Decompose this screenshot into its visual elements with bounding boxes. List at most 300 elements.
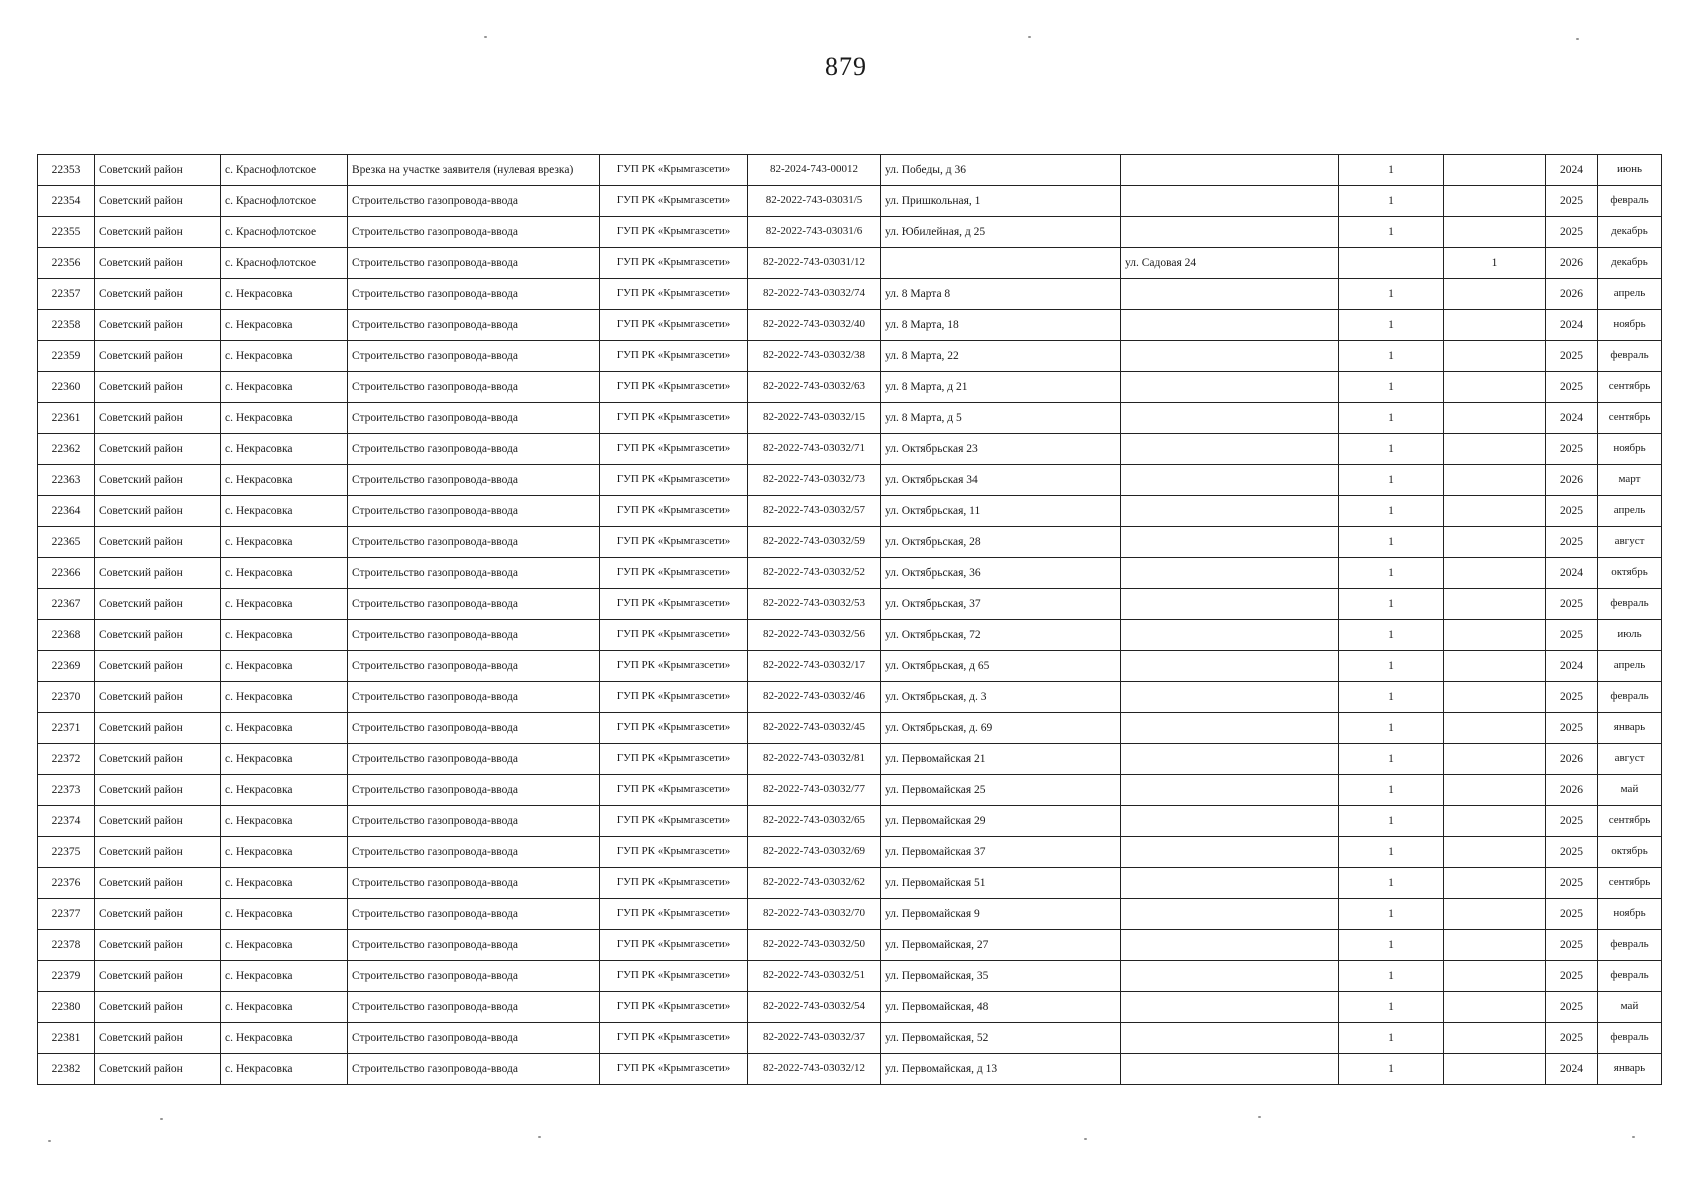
address-alt-cell <box>1121 1054 1339 1085</box>
month-cell: январь <box>1598 1054 1662 1085</box>
organization-cell: ГУП РК «Крымгазсети» <box>600 279 748 310</box>
application-code-cell: 82-2022-743-03032/17 <box>748 651 881 682</box>
row-number-cell: 22364 <box>38 496 95 527</box>
address-alt-cell <box>1121 961 1339 992</box>
year-cell: 2025 <box>1546 961 1598 992</box>
organization-cell: ГУП РК «Крымгазсети» <box>600 682 748 713</box>
address-cell: ул. Первомайская, 48 <box>881 992 1121 1023</box>
count-alt-cell <box>1444 837 1546 868</box>
month-cell: апрель <box>1598 651 1662 682</box>
organization-cell: ГУП РК «Крымгазсети» <box>600 589 748 620</box>
table-row <box>38 465 1662 496</box>
organization-cell: ГУП РК «Крымгазсети» <box>600 1023 748 1054</box>
month-cell: март <box>1598 465 1662 496</box>
month-cell: май <box>1598 992 1662 1023</box>
count-cell: 1 <box>1339 558 1444 589</box>
settlement-cell: с. Некрасовка <box>221 496 348 527</box>
application-code-cell: 82-2022-743-03032/12 <box>748 1054 881 1085</box>
table-row <box>38 713 1662 744</box>
year-cell: 2025 <box>1546 434 1598 465</box>
address-alt-cell <box>1121 496 1339 527</box>
organization-cell: ГУП РК «Крымгазсети» <box>600 620 748 651</box>
month-cell: февраль <box>1598 589 1662 620</box>
settlement-cell: с. Некрасовка <box>221 558 348 589</box>
address-alt-cell <box>1121 341 1339 372</box>
year-cell: 2024 <box>1546 558 1598 589</box>
organization-cell: ГУП РК «Крымгазсети» <box>600 403 748 434</box>
district-cell: Советский район <box>95 651 221 682</box>
count-alt-cell <box>1444 775 1546 806</box>
count-cell: 1 <box>1339 496 1444 527</box>
work-type-cell: Строительство газопровода-ввода <box>348 341 600 372</box>
settlement-cell: с. Краснофлотское <box>221 186 348 217</box>
application-code-cell: 82-2022-743-03032/73 <box>748 465 881 496</box>
settlement-cell: с. Некрасовка <box>221 868 348 899</box>
address-alt-cell <box>1121 589 1339 620</box>
settlement-cell: с. Некрасовка <box>221 527 348 558</box>
address-cell: ул. 8 Марта, д 21 <box>881 372 1121 403</box>
row-number-cell: 22358 <box>38 310 95 341</box>
count-cell: 1 <box>1339 806 1444 837</box>
row-number-cell: 22375 <box>38 837 95 868</box>
count-alt-cell <box>1444 868 1546 899</box>
scan-speck <box>484 36 487 38</box>
count-cell: 1 <box>1339 775 1444 806</box>
table-row <box>38 496 1662 527</box>
row-number-cell: 22354 <box>38 186 95 217</box>
count-cell: 1 <box>1339 527 1444 558</box>
application-code-cell: 82-2022-743-03032/65 <box>748 806 881 837</box>
year-cell: 2024 <box>1546 155 1598 186</box>
work-type-cell: Строительство газопровода-ввода <box>348 992 600 1023</box>
count-cell: 1 <box>1339 899 1444 930</box>
count-cell: 1 <box>1339 1023 1444 1054</box>
year-cell: 2026 <box>1546 775 1598 806</box>
count-cell: 1 <box>1339 155 1444 186</box>
address-alt-cell <box>1121 1023 1339 1054</box>
scan-speck <box>1576 38 1579 40</box>
address-cell: ул. Октябрьская, д 65 <box>881 651 1121 682</box>
district-cell: Советский район <box>95 310 221 341</box>
year-cell: 2024 <box>1546 403 1598 434</box>
year-cell: 2025 <box>1546 899 1598 930</box>
organization-cell: ГУП РК «Крымгазсети» <box>600 868 748 899</box>
count-cell: 1 <box>1339 310 1444 341</box>
settlement-cell: с. Некрасовка <box>221 1023 348 1054</box>
month-cell: сентябрь <box>1598 868 1662 899</box>
row-number-cell: 22376 <box>38 868 95 899</box>
work-type-cell: Строительство газопровода-ввода <box>348 713 600 744</box>
organization-cell: ГУП РК «Крымгазсети» <box>600 496 748 527</box>
district-cell: Советский район <box>95 217 221 248</box>
row-number-cell: 22382 <box>38 1054 95 1085</box>
organization-cell: ГУП РК «Крымгазсети» <box>600 651 748 682</box>
month-cell: август <box>1598 527 1662 558</box>
settlement-cell: с. Некрасовка <box>221 992 348 1023</box>
organization-cell: ГУП РК «Крымгазсети» <box>600 341 748 372</box>
settlement-cell: с. Краснофлотское <box>221 155 348 186</box>
table-row <box>38 651 1662 682</box>
count-alt-cell <box>1444 930 1546 961</box>
table-row <box>38 589 1662 620</box>
month-cell: февраль <box>1598 341 1662 372</box>
table-row <box>38 1054 1662 1085</box>
row-number-cell: 22380 <box>38 992 95 1023</box>
address-cell: ул. 8 Марта, 18 <box>881 310 1121 341</box>
address-alt-cell <box>1121 713 1339 744</box>
work-type-cell: Строительство газопровода-ввода <box>348 930 600 961</box>
year-cell: 2025 <box>1546 1023 1598 1054</box>
address-alt-cell <box>1121 155 1339 186</box>
gas-connection-registry-table <box>37 154 1662 1085</box>
scan-speck <box>1084 1138 1087 1140</box>
address-cell: ул. Первомайская, д 13 <box>881 1054 1121 1085</box>
address-cell: ул. Октябрьская, 28 <box>881 527 1121 558</box>
district-cell: Советский район <box>95 837 221 868</box>
application-code-cell: 82-2022-743-03032/70 <box>748 899 881 930</box>
district-cell: Советский район <box>95 1023 221 1054</box>
count-cell: 1 <box>1339 744 1444 775</box>
district-cell: Советский район <box>95 558 221 589</box>
application-code-cell: 82-2022-743-03032/46 <box>748 682 881 713</box>
address-alt-cell <box>1121 186 1339 217</box>
address-cell: ул. Юбилейная, д 25 <box>881 217 1121 248</box>
application-code-cell: 82-2022-743-03032/51 <box>748 961 881 992</box>
table-row <box>38 279 1662 310</box>
year-cell: 2025 <box>1546 868 1598 899</box>
district-cell: Советский район <box>95 341 221 372</box>
address-cell: ул. Октябрьская, 11 <box>881 496 1121 527</box>
application-code-cell: 82-2022-743-03032/50 <box>748 930 881 961</box>
count-alt-cell <box>1444 589 1546 620</box>
count-alt-cell <box>1444 465 1546 496</box>
organization-cell: ГУП РК «Крымгазсети» <box>600 744 748 775</box>
year-cell: 2024 <box>1546 310 1598 341</box>
scan-speck <box>160 1118 163 1120</box>
count-cell <box>1339 248 1444 279</box>
page-number: 879 <box>825 52 867 81</box>
count-alt-cell <box>1444 279 1546 310</box>
district-cell: Советский район <box>95 775 221 806</box>
table-row <box>38 961 1662 992</box>
row-number-cell: 22368 <box>38 620 95 651</box>
count-alt-cell <box>1444 899 1546 930</box>
month-cell: октябрь <box>1598 558 1662 589</box>
scan-speck <box>1028 36 1031 38</box>
address-cell: ул. Октябрьская 23 <box>881 434 1121 465</box>
count-cell: 1 <box>1339 620 1444 651</box>
count-cell: 1 <box>1339 589 1444 620</box>
address-alt-cell <box>1121 372 1339 403</box>
address-alt-cell <box>1121 651 1339 682</box>
address-cell: ул. Первомайская 21 <box>881 744 1121 775</box>
month-cell: август <box>1598 744 1662 775</box>
table-row <box>38 930 1662 961</box>
organization-cell: ГУП РК «Крымгазсети» <box>600 465 748 496</box>
table-row <box>38 403 1662 434</box>
address-cell: ул. Первомайская 37 <box>881 837 1121 868</box>
settlement-cell: с. Некрасовка <box>221 372 348 403</box>
settlement-cell: с. Некрасовка <box>221 682 348 713</box>
settlement-cell: с. Некрасовка <box>221 465 348 496</box>
work-type-cell: Строительство газопровода-ввода <box>348 558 600 589</box>
month-cell: октябрь <box>1598 837 1662 868</box>
work-type-cell: Строительство газопровода-ввода <box>348 744 600 775</box>
month-cell: сентябрь <box>1598 806 1662 837</box>
settlement-cell: с. Некрасовка <box>221 341 348 372</box>
settlement-cell: с. Некрасовка <box>221 403 348 434</box>
address-alt-cell <box>1121 744 1339 775</box>
table-row <box>38 341 1662 372</box>
address-cell: ул. Октябрьская, 36 <box>881 558 1121 589</box>
count-alt-cell <box>1444 310 1546 341</box>
year-cell: 2025 <box>1546 372 1598 403</box>
row-number-cell: 22377 <box>38 899 95 930</box>
month-cell: май <box>1598 775 1662 806</box>
application-code-cell: 82-2022-743-03032/71 <box>748 434 881 465</box>
table-row <box>38 682 1662 713</box>
month-cell: сентябрь <box>1598 372 1662 403</box>
row-number-cell: 22357 <box>38 279 95 310</box>
district-cell: Советский район <box>95 372 221 403</box>
row-number-cell: 22363 <box>38 465 95 496</box>
table-row <box>38 899 1662 930</box>
month-cell: февраль <box>1598 961 1662 992</box>
address-alt-cell: ул. Садовая 24 <box>1121 248 1339 279</box>
count-cell: 1 <box>1339 372 1444 403</box>
address-alt-cell <box>1121 930 1339 961</box>
count-cell: 1 <box>1339 186 1444 217</box>
organization-cell: ГУП РК «Крымгазсети» <box>600 992 748 1023</box>
organization-cell: ГУП РК «Крымгазсети» <box>600 837 748 868</box>
year-cell: 2025 <box>1546 837 1598 868</box>
district-cell: Советский район <box>95 930 221 961</box>
address-cell: ул. Октябрьская, 72 <box>881 620 1121 651</box>
address-cell: ул. Пришкольная, 1 <box>881 186 1121 217</box>
application-code-cell: 82-2022-743-03032/74 <box>748 279 881 310</box>
work-type-cell: Строительство газопровода-ввода <box>348 217 600 248</box>
count-alt-cell <box>1444 496 1546 527</box>
organization-cell: ГУП РК «Крымгазсети» <box>600 186 748 217</box>
month-cell: сентябрь <box>1598 403 1662 434</box>
settlement-cell: с. Некрасовка <box>221 620 348 651</box>
organization-cell: ГУП РК «Крымгазсети» <box>600 372 748 403</box>
scan-speck <box>538 1136 541 1138</box>
work-type-cell: Строительство газопровода-ввода <box>348 651 600 682</box>
application-code-cell: 82-2022-743-03032/52 <box>748 558 881 589</box>
count-cell: 1 <box>1339 713 1444 744</box>
district-cell: Советский район <box>95 279 221 310</box>
row-number-cell: 22366 <box>38 558 95 589</box>
organization-cell: ГУП РК «Крымгазсети» <box>600 217 748 248</box>
address-cell: ул. Победы, д 36 <box>881 155 1121 186</box>
row-number-cell: 22379 <box>38 961 95 992</box>
application-code-cell: 82-2022-743-03032/77 <box>748 775 881 806</box>
month-cell: февраль <box>1598 930 1662 961</box>
count-alt-cell <box>1444 217 1546 248</box>
district-cell: Советский район <box>95 1054 221 1085</box>
count-cell: 1 <box>1339 1054 1444 1085</box>
scan-speck <box>48 1140 51 1142</box>
application-code-cell: 82-2022-743-03032/37 <box>748 1023 881 1054</box>
application-code-cell: 82-2022-743-03032/59 <box>748 527 881 558</box>
organization-cell: ГУП РК «Крымгазсети» <box>600 775 748 806</box>
count-cell: 1 <box>1339 682 1444 713</box>
work-type-cell: Строительство газопровода-ввода <box>348 1023 600 1054</box>
count-alt-cell <box>1444 744 1546 775</box>
work-type-cell: Строительство газопровода-ввода <box>348 775 600 806</box>
row-number-cell: 22372 <box>38 744 95 775</box>
month-cell: декабрь <box>1598 248 1662 279</box>
organization-cell: ГУП РК «Крымгазсети» <box>600 434 748 465</box>
table-row <box>38 775 1662 806</box>
count-alt-cell <box>1444 651 1546 682</box>
work-type-cell: Строительство газопровода-ввода <box>348 899 600 930</box>
work-type-cell: Строительство газопровода-ввода <box>348 372 600 403</box>
organization-cell: ГУП РК «Крымгазсети» <box>600 961 748 992</box>
work-type-cell: Строительство газопровода-ввода <box>348 620 600 651</box>
application-code-cell: 82-2022-743-03032/57 <box>748 496 881 527</box>
year-cell: 2025 <box>1546 496 1598 527</box>
year-cell: 2025 <box>1546 217 1598 248</box>
year-cell: 2025 <box>1546 589 1598 620</box>
address-cell: ул. 8 Марта, д 5 <box>881 403 1121 434</box>
count-cell: 1 <box>1339 992 1444 1023</box>
table-row <box>38 155 1662 186</box>
address-cell: ул. Первомайская 9 <box>881 899 1121 930</box>
work-type-cell: Строительство газопровода-ввода <box>348 682 600 713</box>
count-cell: 1 <box>1339 341 1444 372</box>
count-cell: 1 <box>1339 279 1444 310</box>
district-cell: Советский район <box>95 527 221 558</box>
count-alt-cell <box>1444 341 1546 372</box>
settlement-cell: с. Краснофлотское <box>221 217 348 248</box>
address-alt-cell <box>1121 682 1339 713</box>
month-cell: февраль <box>1598 1023 1662 1054</box>
count-alt-cell <box>1444 961 1546 992</box>
work-type-cell: Строительство газопровода-ввода <box>348 279 600 310</box>
settlement-cell: с. Краснофлотское <box>221 248 348 279</box>
work-type-cell: Строительство газопровода-ввода <box>348 496 600 527</box>
address-alt-cell <box>1121 403 1339 434</box>
address-cell: ул. Первомайская, 27 <box>881 930 1121 961</box>
table-row <box>38 558 1662 589</box>
address-alt-cell <box>1121 806 1339 837</box>
settlement-cell: с. Некрасовка <box>221 713 348 744</box>
row-number-cell: 22374 <box>38 806 95 837</box>
count-alt-cell <box>1444 527 1546 558</box>
district-cell: Советский район <box>95 248 221 279</box>
year-cell: 2025 <box>1546 806 1598 837</box>
settlement-cell: с. Некрасовка <box>221 434 348 465</box>
month-cell: апрель <box>1598 496 1662 527</box>
table-row <box>38 527 1662 558</box>
count-alt-cell <box>1444 186 1546 217</box>
table-row <box>38 992 1662 1023</box>
organization-cell: ГУП РК «Крымгазсети» <box>600 248 748 279</box>
district-cell: Советский район <box>95 899 221 930</box>
work-type-cell: Строительство газопровода-ввода <box>348 465 600 496</box>
application-code-cell: 82-2024-743-00012 <box>748 155 881 186</box>
table-row <box>38 806 1662 837</box>
organization-cell: ГУП РК «Крымгазсети» <box>600 899 748 930</box>
count-cell: 1 <box>1339 217 1444 248</box>
table-row <box>38 1023 1662 1054</box>
application-code-cell: 82-2022-743-03032/62 <box>748 868 881 899</box>
year-cell: 2025 <box>1546 186 1598 217</box>
application-code-cell: 82-2022-743-03031/12 <box>748 248 881 279</box>
count-cell: 1 <box>1339 868 1444 899</box>
address-alt-cell <box>1121 279 1339 310</box>
month-cell: ноябрь <box>1598 310 1662 341</box>
district-cell: Советский район <box>95 806 221 837</box>
address-alt-cell <box>1121 217 1339 248</box>
work-type-cell: Строительство газопровода-ввода <box>348 806 600 837</box>
settlement-cell: с. Некрасовка <box>221 930 348 961</box>
district-cell: Советский район <box>95 713 221 744</box>
settlement-cell: с. Некрасовка <box>221 744 348 775</box>
work-type-cell: Строительство газопровода-ввода <box>348 837 600 868</box>
table-row <box>38 217 1662 248</box>
month-cell: ноябрь <box>1598 434 1662 465</box>
count-alt-cell <box>1444 992 1546 1023</box>
row-number-cell: 22370 <box>38 682 95 713</box>
district-cell: Советский район <box>95 682 221 713</box>
address-alt-cell <box>1121 310 1339 341</box>
month-cell: июль <box>1598 620 1662 651</box>
district-cell: Советский район <box>95 961 221 992</box>
year-cell: 2026 <box>1546 279 1598 310</box>
scan-speck <box>1632 1136 1635 1138</box>
district-cell: Советский район <box>95 620 221 651</box>
application-code-cell: 82-2022-743-03032/63 <box>748 372 881 403</box>
address-cell: ул. Октябрьская 34 <box>881 465 1121 496</box>
year-cell: 2024 <box>1546 1054 1598 1085</box>
row-number-cell: 22365 <box>38 527 95 558</box>
application-code-cell: 82-2022-743-03032/53 <box>748 589 881 620</box>
settlement-cell: с. Некрасовка <box>221 961 348 992</box>
application-code-cell: 82-2022-743-03031/5 <box>748 186 881 217</box>
work-type-cell: Строительство газопровода-ввода <box>348 186 600 217</box>
organization-cell: ГУП РК «Крымгазсети» <box>600 558 748 589</box>
district-cell: Советский район <box>95 496 221 527</box>
year-cell: 2025 <box>1546 620 1598 651</box>
settlement-cell: с. Некрасовка <box>221 837 348 868</box>
count-alt-cell <box>1444 434 1546 465</box>
work-type-cell: Строительство газопровода-ввода <box>348 589 600 620</box>
row-number-cell: 22355 <box>38 217 95 248</box>
organization-cell: ГУП РК «Крымгазсети» <box>600 713 748 744</box>
district-cell: Советский район <box>95 589 221 620</box>
address-alt-cell <box>1121 992 1339 1023</box>
application-code-cell: 82-2022-743-03032/45 <box>748 713 881 744</box>
table-row <box>38 868 1662 899</box>
year-cell: 2025 <box>1546 341 1598 372</box>
address-cell: ул. Октябрьская, д. 3 <box>881 682 1121 713</box>
table-row <box>38 372 1662 403</box>
month-cell: февраль <box>1598 682 1662 713</box>
address-cell: ул. Первомайская 51 <box>881 868 1121 899</box>
address-alt-cell <box>1121 558 1339 589</box>
count-alt-cell <box>1444 403 1546 434</box>
count-alt-cell <box>1444 558 1546 589</box>
organization-cell: ГУП РК «Крымгазсети» <box>600 310 748 341</box>
month-cell: июнь <box>1598 155 1662 186</box>
work-type-cell: Строительство газопровода-ввода <box>348 868 600 899</box>
year-cell: 2024 <box>1546 651 1598 682</box>
count-alt-cell <box>1444 1023 1546 1054</box>
address-cell: ул. Октябрьская, д. 69 <box>881 713 1121 744</box>
